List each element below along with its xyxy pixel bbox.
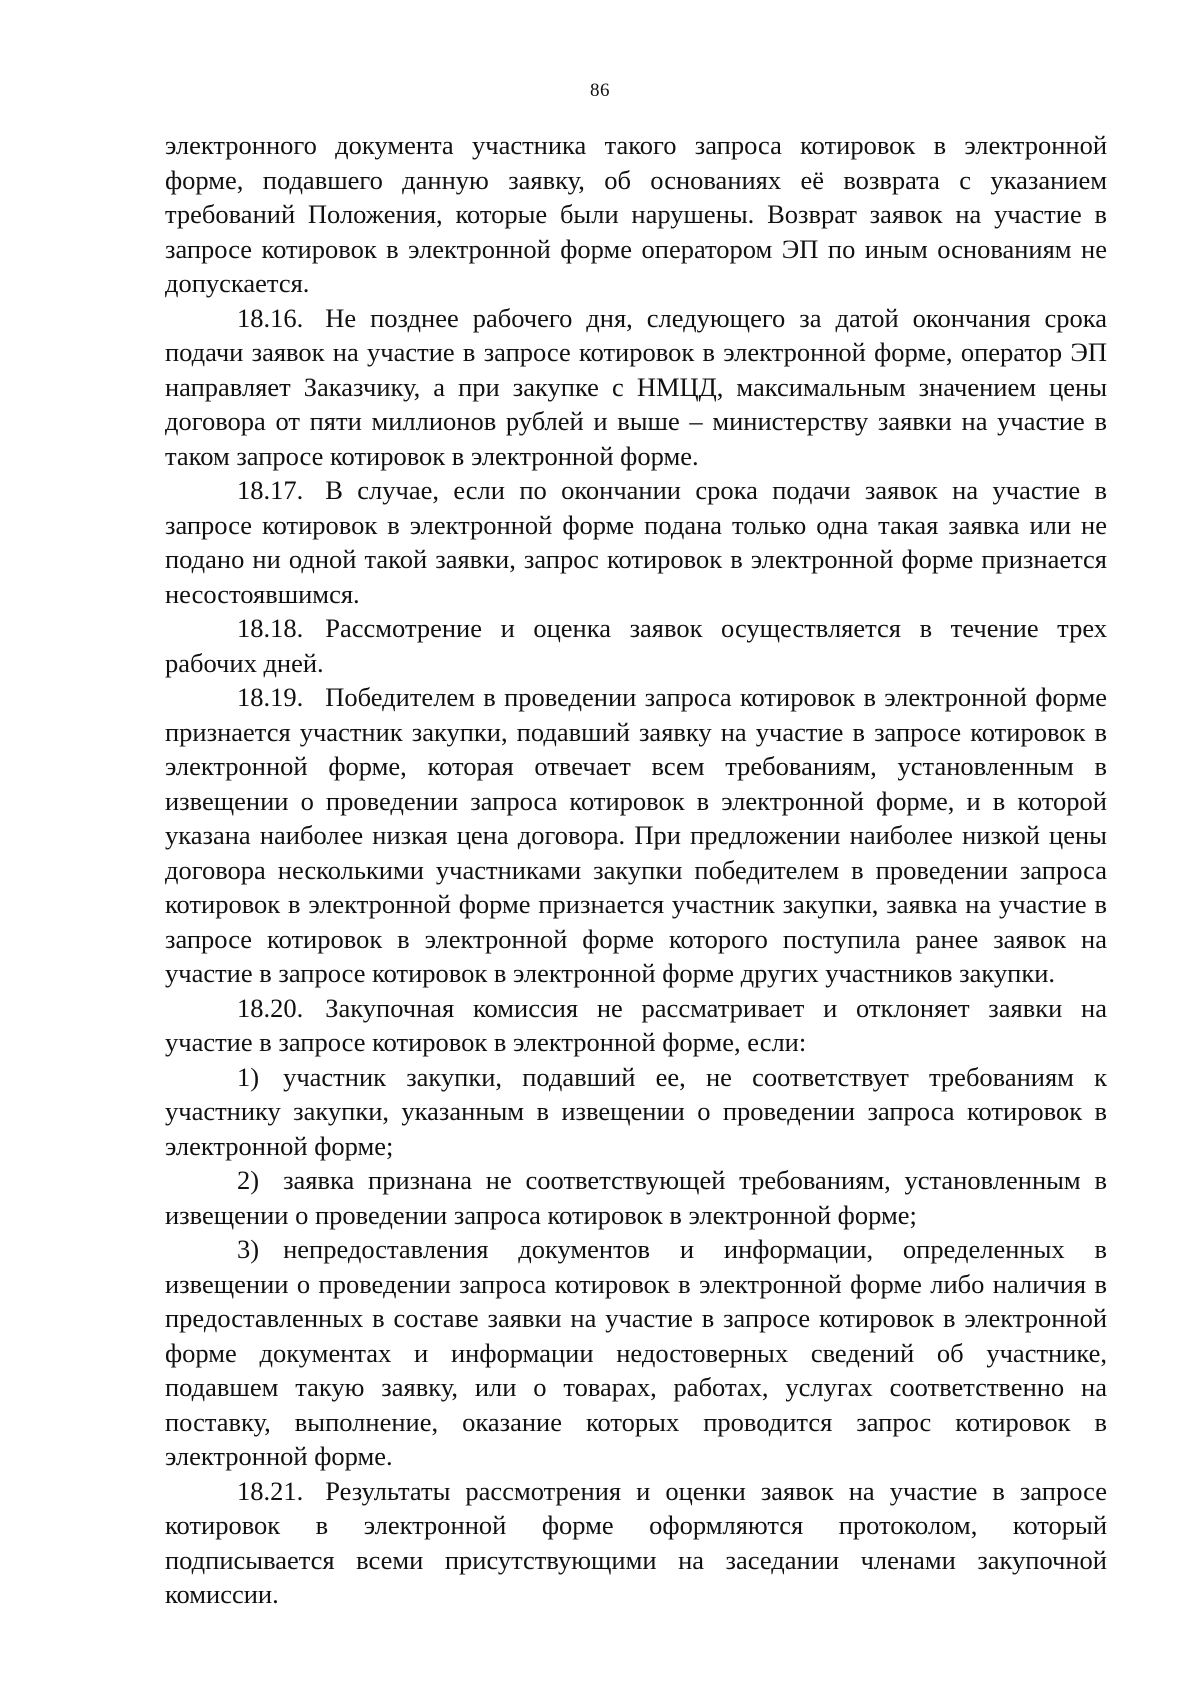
- list-item-3: [165, 1232, 1107, 1474]
- list-item-2: [165, 1163, 1107, 1232]
- paragraph-number: 18.19.: [237, 682, 304, 712]
- paragraph-18-19: [165, 680, 1107, 991]
- list-item-number: 3): [237, 1234, 260, 1264]
- paragraph-18-18: [165, 611, 1107, 680]
- paragraph-18-17: [165, 473, 1107, 611]
- paragraph-18-21: [165, 1474, 1107, 1612]
- list-item-text: непредоставления документов и информации, определенных в извещении о проведении запроса котировок в электронной форме либо наличия в предоставленных в составе заявки на участие в запросе котировок в электронной форме документах и информации недостоверных сведений об участнике, подавшем такую заявку, или о товарах, работах, услугах соответственно на поставку, выполнение, оказание которых проводится запрос котировок в электронной форме.: [165, 1234, 1107, 1471]
- list-item-text: участник закупки, подавший ее, не соответствует требованиям к участнику закупки, указанным в извещении о проведении запроса котировок в электронной форме;: [165, 1061, 1107, 1161]
- paragraph-text: электронного документа участника такого запроса котировок в электронной форме, подавшего данную заявку, об основаниях её возврата с указанием требований Положения, которые были нарушены. Возврат заявок на участие в запросе котировок в электронной форме оператором ЭП по иным основаниям не допускается.: [165, 130, 1107, 298]
- paragraph-18-16: [165, 301, 1107, 474]
- paragraph-number: 18.18.: [237, 613, 304, 643]
- list-item-number: 1): [237, 1061, 260, 1092]
- paragraph-text: Результаты рассмотрения и оценки заявок на участие в запросе котировок в электронной форме оформляются протоколом, который подписывается всеми присутствующими на заседании членами закупочной комиссии.: [165, 1475, 1107, 1609]
- list-item-number: 2): [237, 1165, 260, 1195]
- paragraph-continuation: [165, 128, 1107, 301]
- paragraph-number: 18.17.: [237, 475, 304, 505]
- paragraph-text: Не позднее рабочего дня, следующего за датой окончания срока подачи заявок на участие в запросе котировок в электронной форме, оператор ЭП направляет Заказчику, а при закупке с НМЦД, максимальным значением цены договора от пяти миллионов рублей и выше – министерству заявки на участие в таком запросе котировок в электронной форме.: [165, 302, 1107, 471]
- document-body: [165, 128, 1107, 1612]
- list-item-1: [165, 1060, 1107, 1164]
- paragraph-text: Рассмотрение и оценка заявок осуществляется в течение трех рабочих дней.: [165, 613, 1107, 678]
- paragraph-number: 18.21.: [237, 1475, 304, 1506]
- paragraph-text: Закупочная комиссия не рассматривает и отклоняет заявки на участие в запросе котировок в электронной форме, если:: [165, 992, 1107, 1057]
- paragraph-text: В случае, если по окончании срока подачи заявок на участие в запросе котировок в электронной форме подана только одна такая заявка или не подано ни одной такой заявки, запрос котировок в электронной форме признается несостоявшимся.: [165, 475, 1107, 609]
- paragraph-18-20: [165, 991, 1107, 1060]
- paragraph-number: 18.20.: [237, 992, 304, 1023]
- paragraph-text: Победителем в проведении запроса котировок в электронной форме признается участник закупки, подавший заявку на участие в запросе котировок в электронной форме, которая отвечает всем требованиям, установленным в извещении о проведении запроса котировок в электронной форме, и в которой указана наиболее низкая цена договора. При предложении наиболее низкой цены договора несколькими участниками закупки победителем в проведении запроса котировок в электронной форме признается участник закупки, заявка на участие в запросе котировок в электронной форме которого поступила ранее заявок на участие в запросе котировок в электронной форме других участников закупки.: [165, 682, 1107, 988]
- list-item-text: заявка признана не соответствующей требованиям, установленным в извещении о проведении запроса котировок в электронной форме;: [165, 1165, 1107, 1230]
- page-number: 86: [590, 80, 610, 101]
- paragraph-number: 18.16.: [237, 302, 304, 333]
